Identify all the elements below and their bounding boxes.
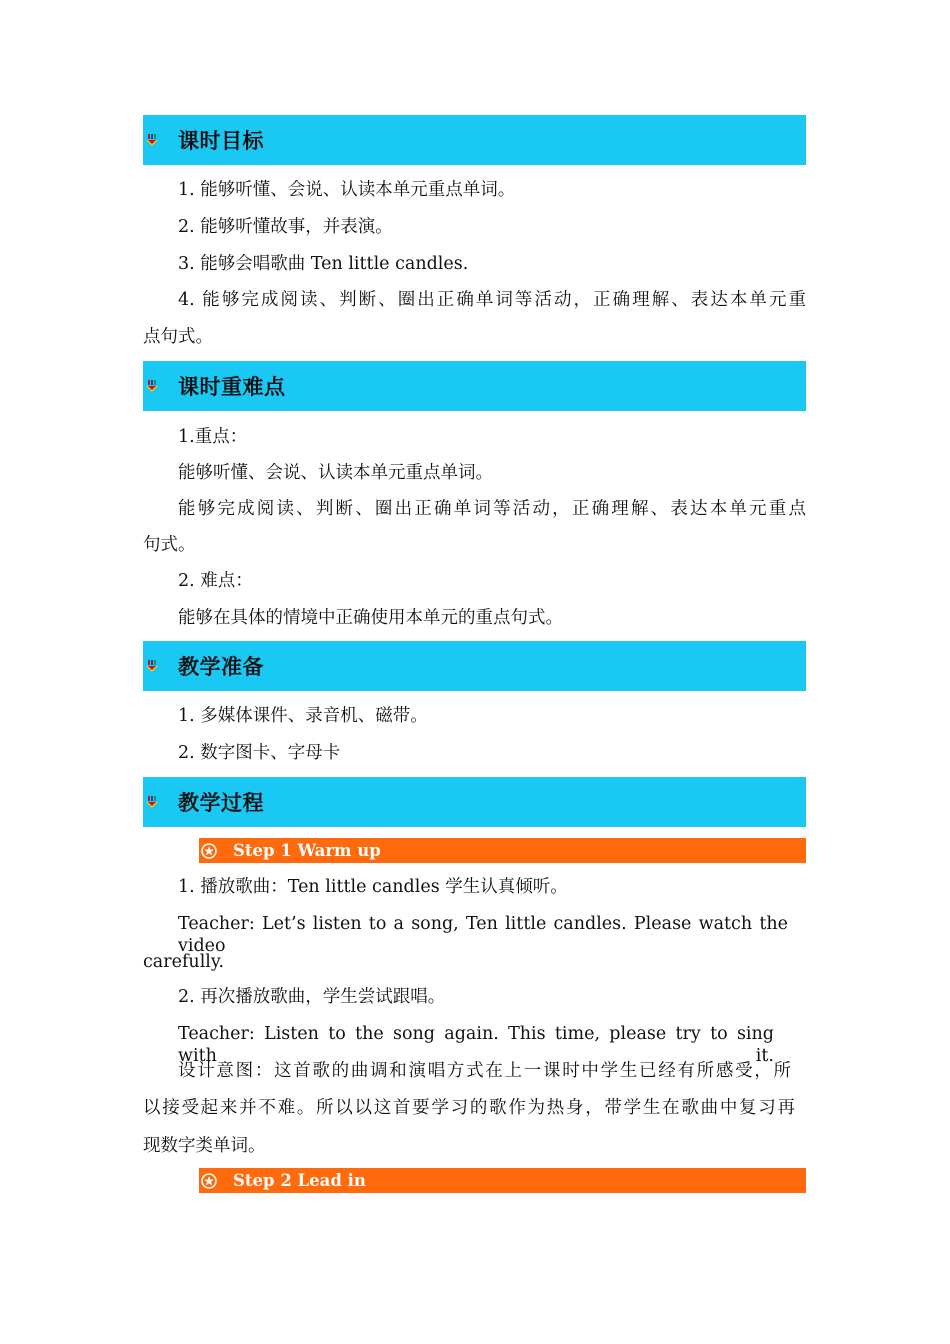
objective-item: 2. 能够听懂故事，并表演。 bbox=[178, 217, 393, 237]
step-line: 以接受起来并不难。所以以这首要学习的歌作为热身，带学生在歌曲中复习再 bbox=[143, 1098, 795, 1118]
preparation-item: 1. 多媒体课件、录音机、磁带。 bbox=[178, 706, 428, 726]
step-bar-warm-up bbox=[199, 838, 806, 863]
keypoint-line: 句式。 bbox=[143, 535, 196, 555]
keypoint-line: 能够完成阅读、判断、圈出正确单词等活动，正确理解、表达本单元重点 bbox=[178, 499, 806, 519]
step-line: 1. 播放歌曲：Ten little candles 学生认真倾听。 bbox=[178, 877, 568, 897]
section-title: 课时重难点 bbox=[178, 375, 286, 399]
objective-item: 4. 能够完成阅读、判断、圈出正确单词等活动，正确理解、表达本单元重 bbox=[178, 290, 806, 310]
colored-bullet-icon bbox=[146, 380, 158, 392]
star-circle-icon bbox=[201, 843, 217, 859]
step-line: carefully. bbox=[143, 952, 225, 972]
star-circle-icon bbox=[201, 1173, 217, 1189]
colored-bullet-icon bbox=[146, 660, 158, 672]
colored-bullet-icon bbox=[146, 796, 158, 808]
keypoint-line: 能够听懂、会说、认读本单元重点单词。 bbox=[178, 463, 493, 483]
keypoint-line: 1.重点： bbox=[178, 427, 248, 447]
step-line: Teacher: Let’s listen to a song, Ten little candles. Please watch the video bbox=[178, 914, 788, 956]
step-line: 设计意图：这首歌的曲调和演唱方式在上一课时中学生已经有所感受，所 bbox=[178, 1061, 791, 1081]
step-label: Step 2 Lead in bbox=[233, 1171, 366, 1190]
section-title: 教学准备 bbox=[178, 655, 264, 679]
objective-item-continuation: 点句式。 bbox=[143, 327, 213, 347]
step-bar-lead-in bbox=[199, 1168, 806, 1193]
section-title: 课时目标 bbox=[178, 129, 264, 153]
colored-bullet-icon bbox=[146, 134, 158, 146]
step-line: 现数字类单词。 bbox=[143, 1136, 266, 1156]
objective-item: 3. 能够会唱歌曲 Ten little candles. bbox=[178, 254, 469, 274]
section-header-keypoints bbox=[143, 361, 806, 411]
section-header-preparation bbox=[143, 641, 806, 691]
step-line: 2. 再次播放歌曲，学生尝试跟唱。 bbox=[178, 987, 446, 1007]
keypoint-line: 2. 难点： bbox=[178, 571, 253, 591]
objective-item: 1. 能够听懂、会说、认读本单元重点单词。 bbox=[178, 180, 516, 200]
preparation-item: 2. 数字图卡、字母卡 bbox=[178, 743, 341, 763]
section-header-process bbox=[143, 777, 806, 827]
section-title: 教学过程 bbox=[178, 791, 264, 815]
section-header-objectives bbox=[143, 115, 806, 165]
keypoint-line: 能够在具体的情境中正确使用本单元的重点句式。 bbox=[178, 608, 563, 628]
step-line: Teacher: Listen to the song again. This time, please try to sing with it. bbox=[178, 1024, 774, 1066]
step-label: Step 1 Warm up bbox=[233, 841, 381, 860]
